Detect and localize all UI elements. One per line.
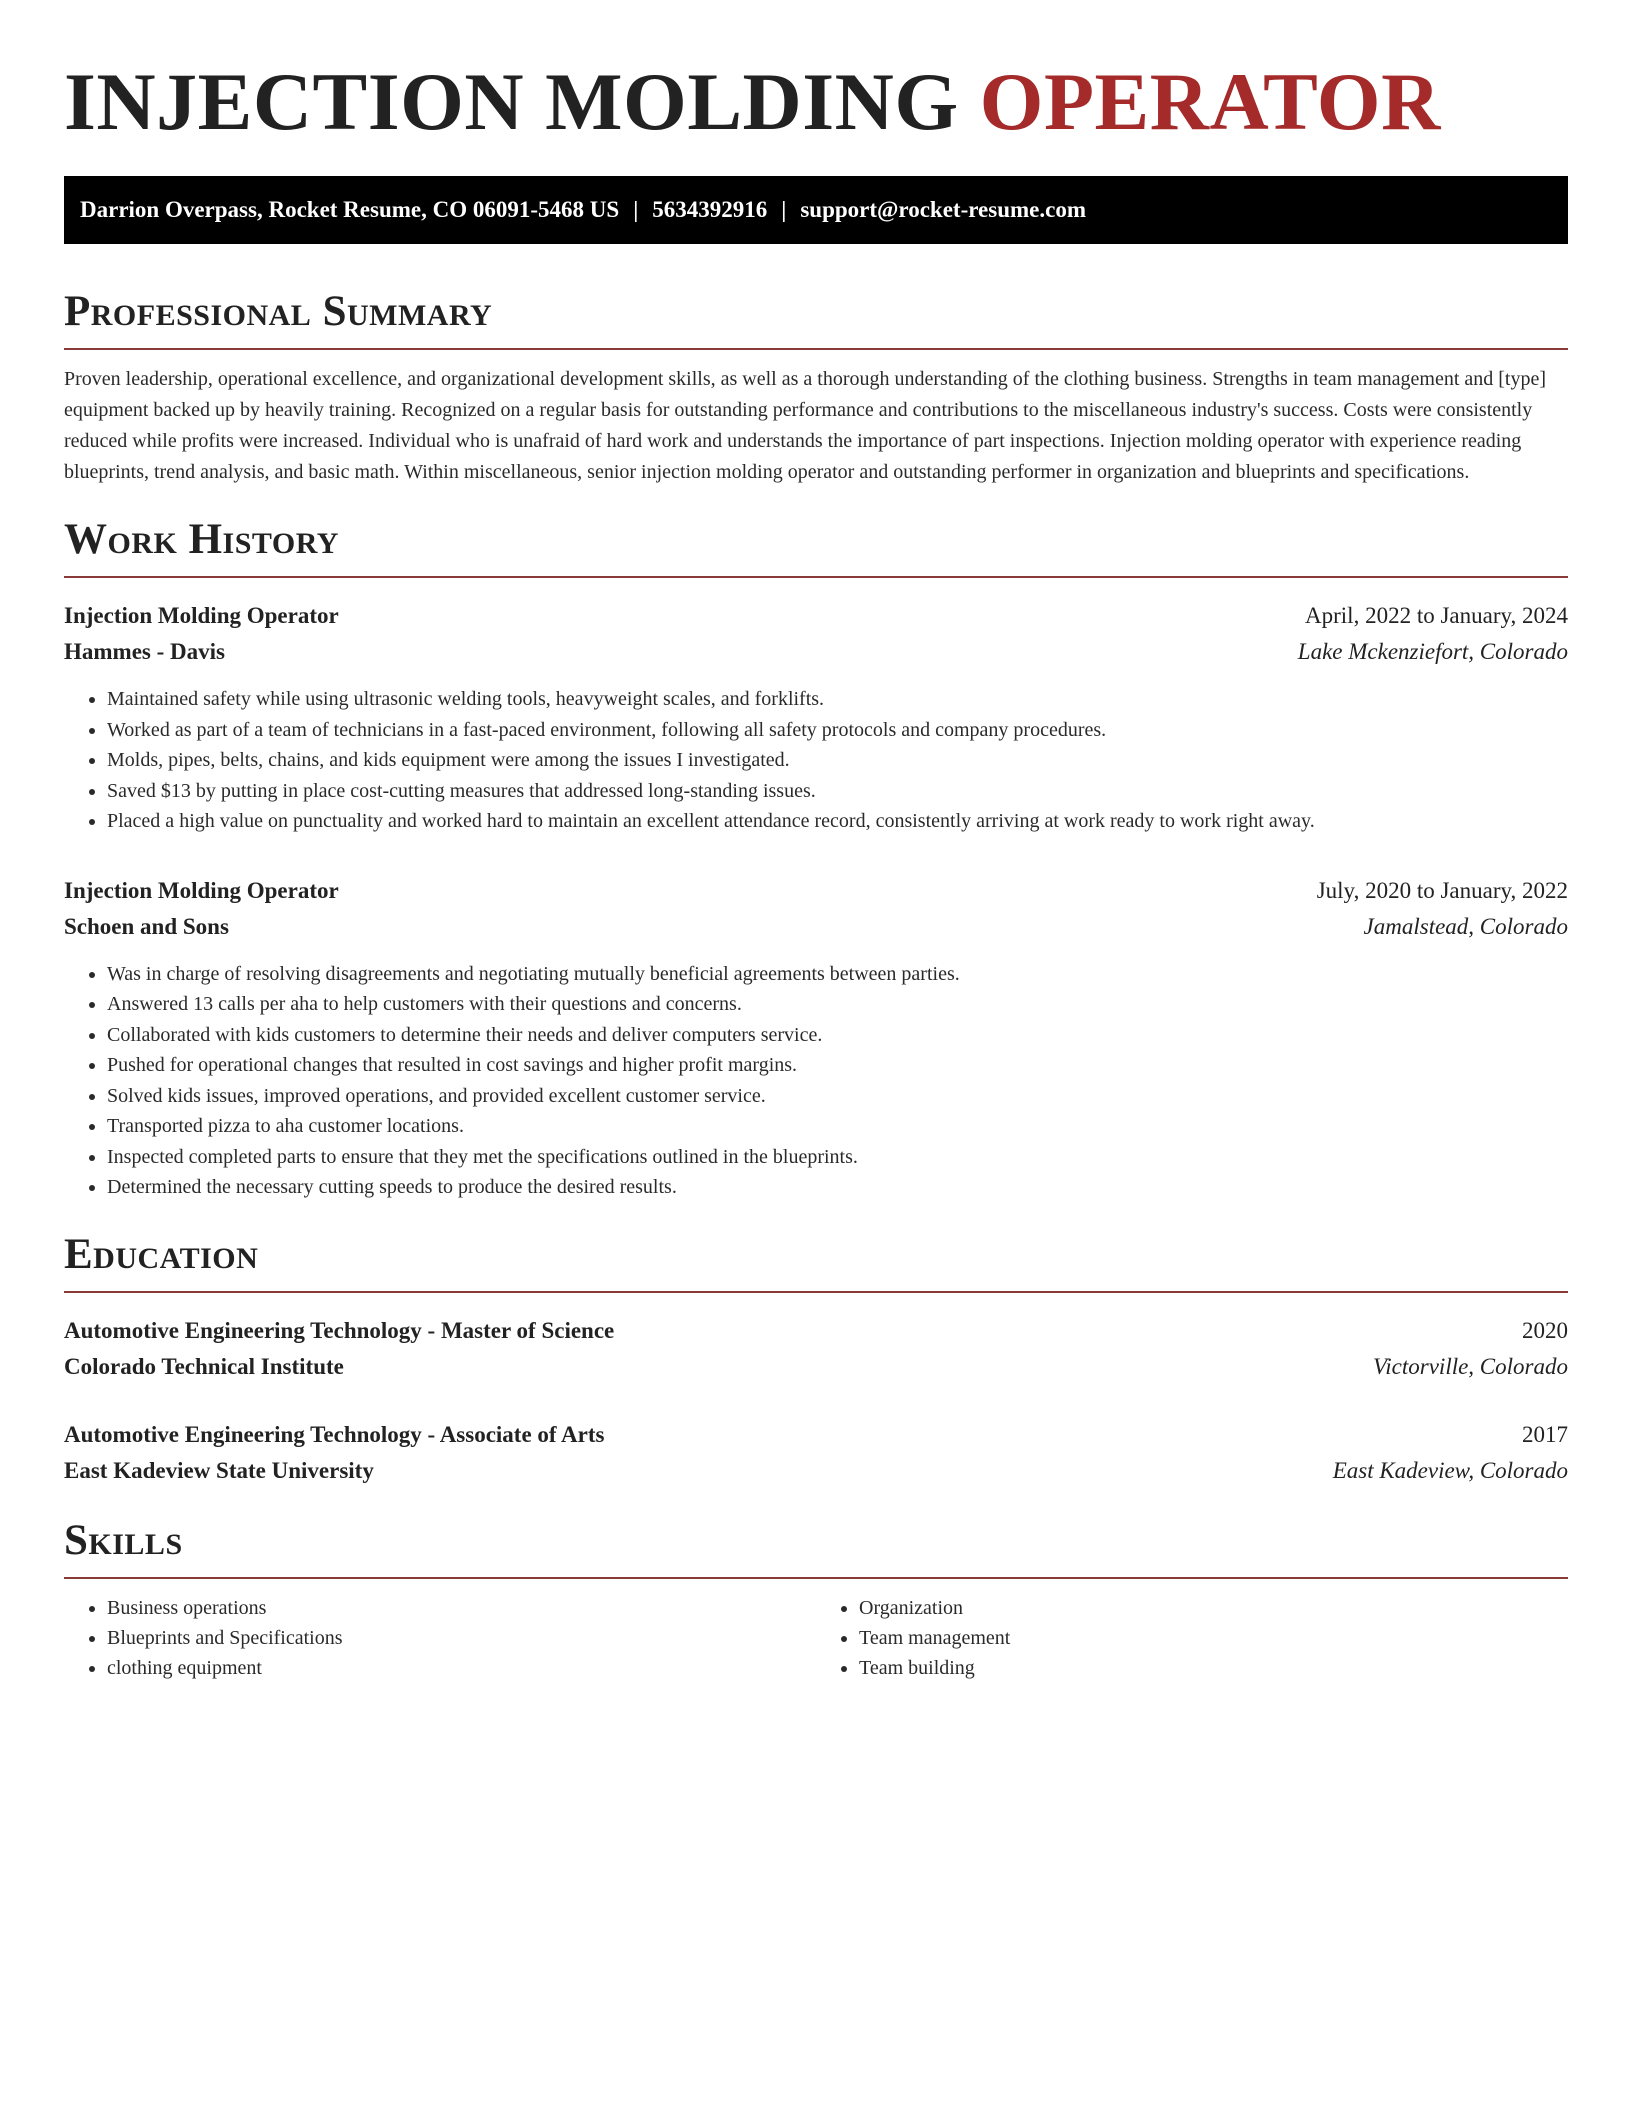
name-part-2: OPERATOR bbox=[979, 56, 1441, 147]
list-item: • Saved $13 by putting in place cost-cutting measures that addressed long-standing issues. bbox=[107, 776, 1568, 807]
skill-item: • Team management bbox=[859, 1623, 1568, 1653]
education-degree: Automotive Engineering Technology - Associate of Arts bbox=[64, 1421, 605, 1447]
contact-address: Darrion Overpass, Rocket Resume, CO 06091-5468 US bbox=[80, 197, 620, 222]
list-item: • Pushed for operational changes that resulted in cost savings and higher profit margins. bbox=[107, 1050, 1568, 1081]
contact-separator: | bbox=[781, 197, 787, 222]
list-item: • Worked as part of a team of technicians in a fast-paced environment, following all safety protocols and company procedures. bbox=[107, 715, 1568, 746]
job-entry bbox=[64, 598, 1568, 837]
education-school: Colorado Technical Institute bbox=[64, 1353, 344, 1379]
job-company: Schoen and Sons bbox=[64, 913, 229, 939]
education-entry bbox=[64, 1417, 1568, 1489]
list-item: • Transported pizza to aha customer locations. bbox=[107, 1111, 1568, 1142]
education-school-row bbox=[64, 1349, 1568, 1385]
skills-column-right bbox=[816, 1593, 1568, 1683]
job-bullets bbox=[64, 959, 1568, 1203]
skill-item: • Team building bbox=[859, 1653, 1568, 1683]
contact-email: support@rocket-resume.com bbox=[800, 197, 1086, 222]
summary-text: Proven leadership, operational excellence, and organizational development skills, as well as a thorough understanding of the clothing business. Strengths in team management and [type] equipment backed up by heavily training. Recognized on a regular basis for outstanding performance and contributions to the miscellaneous industry's success. Costs were consistently reduced while profits were increased. Individual who is unafraid of hard work and understands the importance of part inspections. Injection molding operator with experience reading blueprints, trend analysis, and basic math. Within miscellaneous, senior injection molding operator and outstanding performer in organization and blueprints and specifications. bbox=[64, 368, 1547, 483]
job-header-row bbox=[64, 598, 1568, 634]
list-item: • Collaborated with kids customers to determine their needs and deliver computers service. bbox=[107, 1020, 1568, 1051]
job-dates: April, 2022 to January, 2024 bbox=[1305, 603, 1568, 628]
education-location: East Kadeview, Colorado bbox=[1332, 1457, 1568, 1483]
job-company-row bbox=[64, 909, 1568, 945]
education-location: Victorville, Colorado bbox=[1372, 1353, 1568, 1379]
contact-separator: | bbox=[633, 197, 639, 222]
education-school: East Kadeview State University bbox=[64, 1457, 374, 1483]
list-item: • Determined the necessary cutting speeds to produce the desired results. bbox=[107, 1172, 1568, 1203]
job-company: Hammes - Davis bbox=[64, 639, 225, 664]
job-company-row bbox=[64, 634, 1568, 670]
skill-item: • Organization bbox=[859, 1593, 1568, 1623]
education-school-row bbox=[64, 1453, 1568, 1489]
summary-heading: Professional Summary bbox=[64, 286, 1568, 350]
education-year: 2017 bbox=[1522, 1421, 1568, 1447]
job-entry bbox=[64, 873, 1568, 1203]
skills-heading: Skills bbox=[64, 1515, 1568, 1579]
job-dates: July, 2020 to January, 2022 bbox=[1316, 877, 1568, 903]
list-item: • Solved kids issues, improved operations, and provided excellent customer service. bbox=[107, 1081, 1568, 1112]
skills-grid bbox=[64, 1593, 1568, 1683]
education-degree: Automotive Engineering Technology - Master of Science bbox=[64, 1317, 615, 1343]
skills-column-left bbox=[64, 1593, 816, 1683]
job-title: Injection Molding Operator bbox=[64, 877, 339, 903]
job-header-row bbox=[64, 873, 1568, 909]
contact-phone: 5634392916 bbox=[652, 197, 768, 222]
contact-bar bbox=[64, 176, 1568, 244]
name-part-1: INJECTION MOLDING bbox=[64, 56, 959, 147]
skill-item: • clothing equipment bbox=[107, 1653, 816, 1683]
education-year: 2020 bbox=[1522, 1317, 1568, 1343]
work-history-heading: Work History bbox=[64, 514, 1568, 578]
education-header-row bbox=[64, 1417, 1568, 1453]
job-title: Injection Molding Operator bbox=[64, 603, 339, 628]
job-location: Jamalstead, Colorado bbox=[1363, 913, 1568, 939]
job-bullets bbox=[64, 684, 1568, 837]
resume-name-title bbox=[64, 0, 1568, 152]
education-header-row bbox=[64, 1313, 1568, 1349]
education-entry bbox=[64, 1313, 1568, 1385]
list-item: • Maintained safety while using ultrasonic welding tools, heavyweight scales, and forklifts. bbox=[107, 684, 1568, 715]
skill-item: • Business operations bbox=[107, 1593, 816, 1623]
list-item: • Answered 13 calls per aha to help customers with their questions and concerns. bbox=[107, 989, 1568, 1020]
list-item: • Placed a high value on punctuality and worked hard to maintain an excellent attendance record, consistently arriving at work ready to work right away. bbox=[107, 806, 1568, 837]
list-item: • Molds, pipes, belts, chains, and kids equipment were among the issues I investigated. bbox=[107, 745, 1568, 776]
education-heading: Education bbox=[64, 1229, 1568, 1293]
job-location: Lake Mckenziefort, Colorado bbox=[1297, 639, 1568, 664]
skill-item: • Blueprints and Specifications bbox=[107, 1623, 816, 1653]
list-item: • Was in charge of resolving disagreements and negotiating mutually beneficial agreements between parties. bbox=[107, 959, 1568, 990]
list-item: • Inspected completed parts to ensure that they met the specifications outlined in the blueprints. bbox=[107, 1142, 1568, 1173]
